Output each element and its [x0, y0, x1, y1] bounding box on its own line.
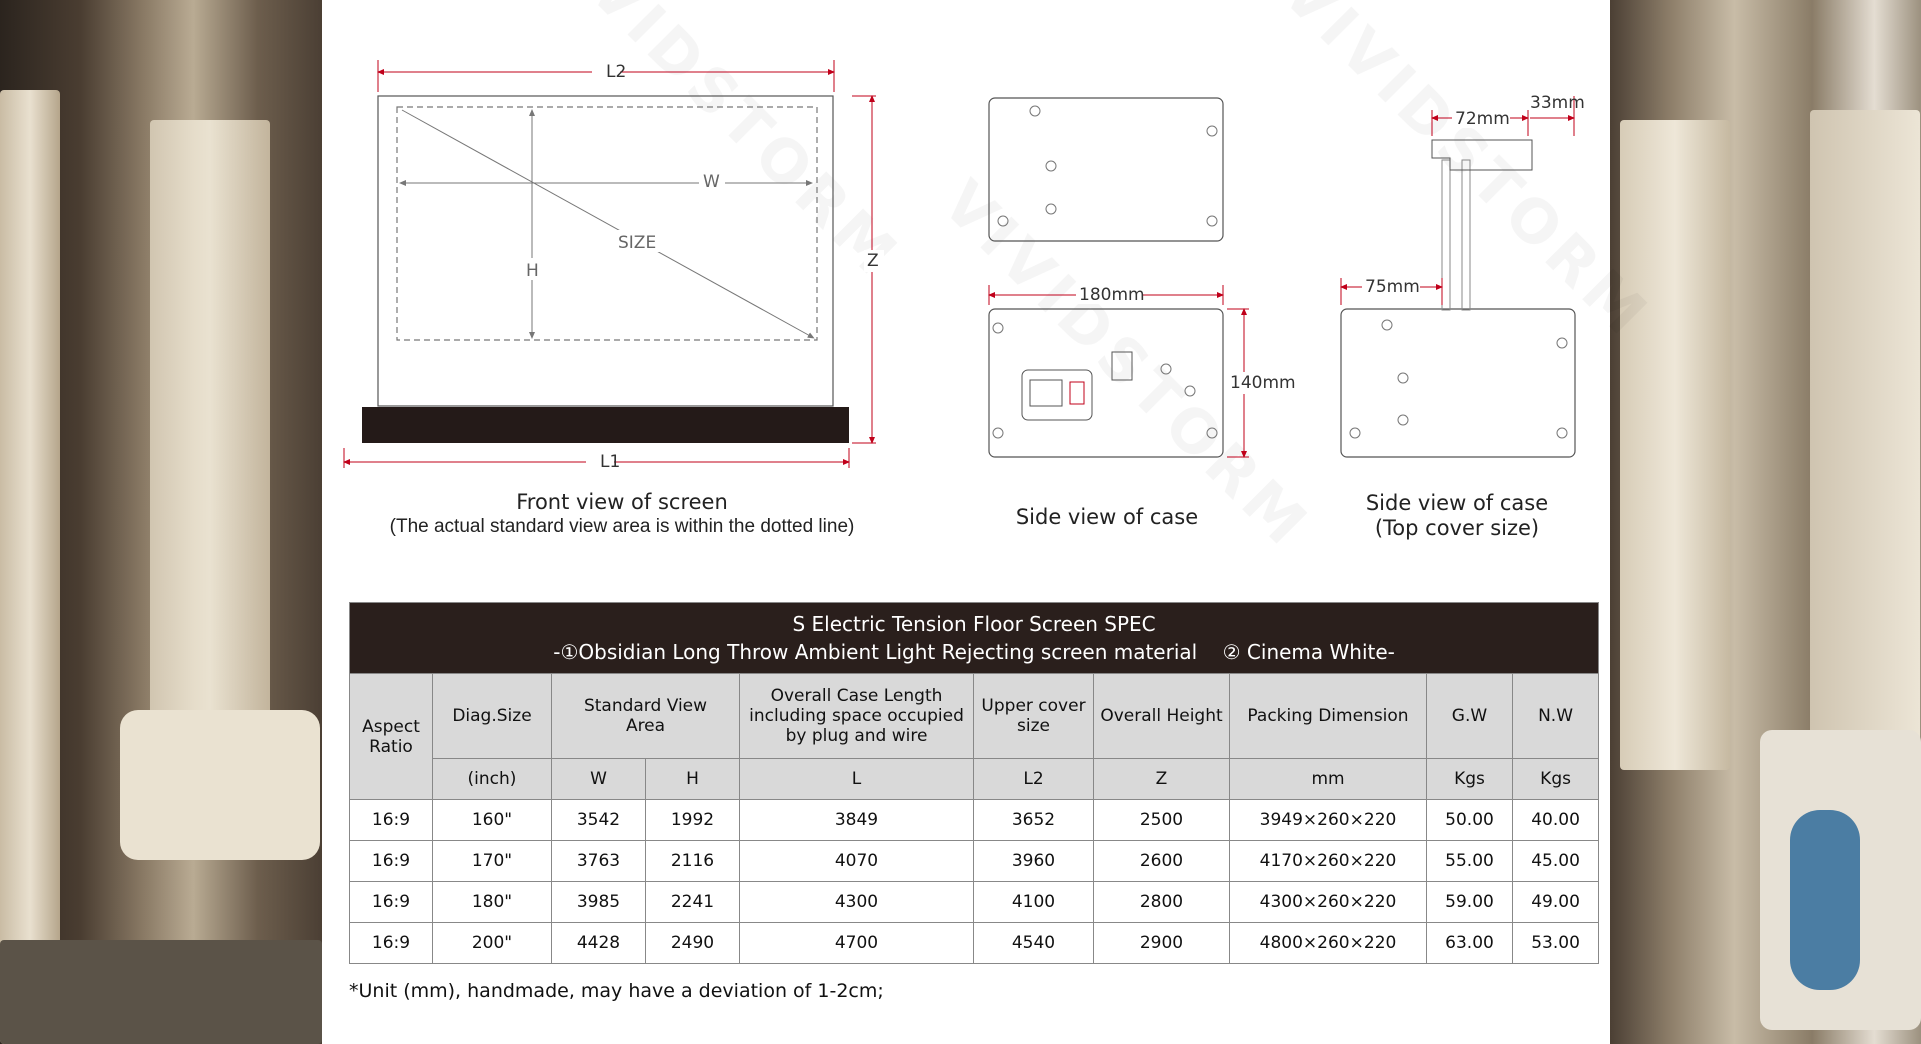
cell-l: 4070: [740, 841, 974, 882]
cell-gw: 55.00: [1427, 841, 1513, 882]
cell-pack: 4300×260×220: [1230, 882, 1427, 923]
cell-h: 2241: [646, 882, 740, 923]
unit-diag: (inch): [433, 759, 552, 800]
unit-h: H: [646, 759, 740, 800]
cell-gw: 59.00: [1427, 882, 1513, 923]
header-view: Standard View Area: [552, 674, 740, 759]
cell-l2: 3960: [974, 841, 1094, 882]
cell-l2: 4540: [974, 923, 1094, 964]
footnote: *Unit (mm), handmade, may have a deviation of 1-2cm;: [349, 980, 884, 1002]
cell-diag: 160": [433, 800, 552, 841]
cell-w: 4428: [552, 923, 646, 964]
spec-title-line2: -①Obsidian Long Throw Ambient Light Rejecting screen material ② Cinema White-: [553, 640, 1395, 664]
cell-diag: 170": [433, 841, 552, 882]
unit-kgs-gw: Kgs: [1427, 759, 1513, 800]
header-nw: N.W: [1513, 674, 1599, 759]
table-row: [350, 841, 1599, 882]
cell-w: 3985: [552, 882, 646, 923]
spec-rows: [350, 800, 1599, 964]
cell-gw: 50.00: [1427, 800, 1513, 841]
label-h: H: [526, 261, 539, 281]
room-photo-left: [0, 0, 322, 1044]
cell-aspect: 16:9: [350, 882, 433, 923]
top-cover-caption: Side view of case: [1365, 491, 1549, 515]
spec-sheet: [322, 0, 1610, 1044]
unit-kgs-nw: Kgs: [1513, 759, 1599, 800]
cell-diag: 200": [433, 923, 552, 964]
cell-pack: 4170×260×220: [1230, 841, 1427, 882]
cell-l2: 4100: [974, 882, 1094, 923]
label-size: SIZE: [618, 233, 657, 253]
cell-aspect: 16:9: [350, 841, 433, 882]
cell-l: 3849: [740, 800, 974, 841]
spec-title: [350, 603, 1599, 674]
table-row: [350, 800, 1599, 841]
cell-diag: 180": [433, 882, 552, 923]
cell-z: 2900: [1094, 923, 1230, 964]
header-upper: Upper cover size: [974, 674, 1094, 759]
header-packing: Packing Dimension: [1230, 674, 1427, 759]
label-75mm: 75mm: [1365, 277, 1420, 297]
unit-w: W: [552, 759, 646, 800]
top-cover-subcaption: (Top cover size): [1374, 516, 1540, 540]
spec-title-line1: S Electric Tension Floor Screen SPEC: [792, 612, 1156, 636]
label-w: W: [703, 172, 720, 192]
technical-diagrams: [322, 0, 1610, 570]
header-aspect: Aspect Ratio: [350, 674, 433, 800]
table-row: [350, 882, 1599, 923]
unit-l2: L2: [974, 759, 1094, 800]
front-view-subcaption: (The actual standard view area is within the dotted line): [389, 516, 855, 537]
cell-aspect: 16:9: [350, 800, 433, 841]
cell-l2: 3652: [974, 800, 1094, 841]
cell-aspect: 16:9: [350, 923, 433, 964]
cell-nw: 45.00: [1513, 841, 1599, 882]
label-72mm: 72mm: [1455, 109, 1510, 129]
label-z: Z: [867, 251, 879, 271]
header-height: Overall Height: [1094, 674, 1230, 759]
unit-z: Z: [1094, 759, 1230, 800]
cell-l: 4700: [740, 923, 974, 964]
label-l1: L1: [600, 452, 621, 472]
header-diag: Diag.Size: [433, 674, 552, 759]
cell-z: 2600: [1094, 841, 1230, 882]
label-l2: L2: [606, 62, 627, 82]
cell-l: 4300: [740, 882, 974, 923]
cell-pack: 4800×260×220: [1230, 923, 1427, 964]
cell-nw: 53.00: [1513, 923, 1599, 964]
room-photo-right: [1610, 0, 1921, 1044]
cell-z: 2800: [1094, 882, 1230, 923]
cell-h: 2490: [646, 923, 740, 964]
side-view-diagram: [989, 98, 1290, 457]
cell-h: 1992: [646, 800, 740, 841]
cell-z: 2500: [1094, 800, 1230, 841]
cell-nw: 49.00: [1513, 882, 1599, 923]
side-view-caption: Side view of case: [1015, 505, 1199, 529]
spec-table: [349, 602, 1599, 964]
table-row: [350, 923, 1599, 964]
unit-l: L: [740, 759, 974, 800]
cell-nw: 40.00: [1513, 800, 1599, 841]
unit-mm: mm: [1230, 759, 1427, 800]
front-view-diagram: [344, 60, 884, 470]
label-180mm: 180mm: [1079, 285, 1145, 305]
label-33mm: 33mm: [1530, 93, 1585, 113]
cell-w: 3542: [552, 800, 646, 841]
cell-h: 2116: [646, 841, 740, 882]
label-140mm: 140mm: [1230, 373, 1296, 393]
header-gw: G.W: [1427, 674, 1513, 759]
header-case-length: Overall Case Length including space occupied by plug and wire: [740, 674, 974, 759]
cell-pack: 3949×260×220: [1230, 800, 1427, 841]
cell-gw: 63.00: [1427, 923, 1513, 964]
cell-w: 3763: [552, 841, 646, 882]
front-view-caption: Front view of screen: [516, 490, 728, 514]
